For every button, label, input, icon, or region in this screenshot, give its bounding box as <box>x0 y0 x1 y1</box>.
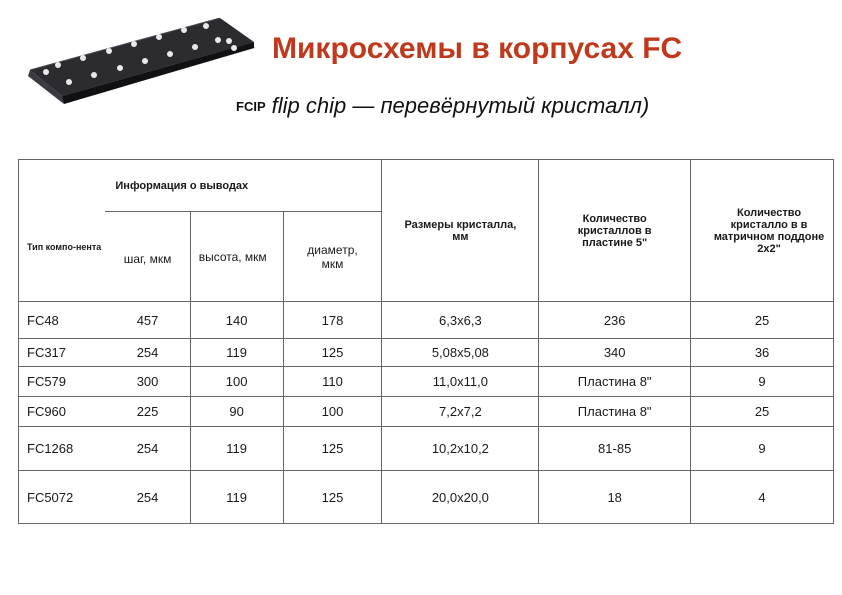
cell-per-tray: 9 <box>691 427 834 471</box>
cell-pitch: 254 <box>105 471 190 524</box>
table-row <box>19 367 834 397</box>
header-type: Тип компо-нента <box>27 242 102 252</box>
subtitle-abbreviation: FCIP <box>236 99 266 114</box>
cell-type: FC1268 <box>19 427 106 471</box>
cell-per-wafer: 81-85 <box>539 427 691 471</box>
cell-per-wafer: 340 <box>539 339 691 367</box>
cell-type: FC317 <box>19 339 106 367</box>
cell-per-wafer: 236 <box>539 302 691 339</box>
cell-height: 100 <box>190 367 283 397</box>
cell-height: 119 <box>190 427 283 471</box>
cell-type: FC48 <box>19 302 106 339</box>
cell-diameter: 110 <box>283 367 382 397</box>
fc-package-table <box>18 159 834 524</box>
header-per-tray: Количество кристалло в в матричном поддоне 2x2" <box>691 160 834 302</box>
cell-size: 5,08x5,08 <box>382 339 539 367</box>
cell-per-tray: 25 <box>691 302 834 339</box>
cell-pitch: 457 <box>105 302 190 339</box>
header-pins-group: Информация о выводах <box>105 160 382 212</box>
cell-type: FC579 <box>19 367 106 397</box>
table-row <box>19 302 834 339</box>
cell-per-tray: 25 <box>691 397 834 427</box>
cell-height: 119 <box>190 339 283 367</box>
page-subtitle <box>236 93 649 119</box>
cell-diameter: 125 <box>283 427 382 471</box>
cell-diameter: 125 <box>283 339 382 367</box>
cell-per-wafer: Пластина 8" <box>539 367 691 397</box>
cell-pitch: 254 <box>105 427 190 471</box>
cell-height: 140 <box>190 302 283 339</box>
cell-per-tray: 9 <box>691 367 834 397</box>
cell-per-wafer: 18 <box>539 471 691 524</box>
cell-size: 20,0x20,0 <box>382 471 539 524</box>
cell-size: 7,2x7,2 <box>382 397 539 427</box>
table-body <box>19 302 834 524</box>
header-pitch: шаг, мкм <box>105 212 190 302</box>
flip-chip-image <box>20 18 260 104</box>
cell-diameter: 100 <box>283 397 382 427</box>
header-diameter: диаметр, мкм <box>283 212 382 302</box>
table-row <box>19 471 834 524</box>
header-per-wafer: Количество кристаллов в пластине 5" <box>539 160 691 302</box>
table-row <box>19 339 834 367</box>
cell-type: FC5072 <box>19 471 106 524</box>
cell-diameter: 125 <box>283 471 382 524</box>
cell-size: 6,3x6,3 <box>382 302 539 339</box>
table-row <box>19 427 834 471</box>
page-title: Микросхемы в корпусах FC <box>272 32 683 65</box>
cell-diameter: 178 <box>283 302 382 339</box>
cell-per-wafer: Пластина 8" <box>539 397 691 427</box>
header-height: высота, мкм <box>190 212 283 302</box>
header-type-cell <box>19 160 106 302</box>
cell-pitch: 254 <box>105 339 190 367</box>
cell-height: 119 <box>190 471 283 524</box>
cell-height: 90 <box>190 397 283 427</box>
table-row <box>19 397 834 427</box>
cell-per-tray: 4 <box>691 471 834 524</box>
header-crystal-size: Размеры кристалла, мм <box>382 160 539 302</box>
cell-per-tray: 36 <box>691 339 834 367</box>
cell-type: FC960 <box>19 397 106 427</box>
cell-pitch: 300 <box>105 367 190 397</box>
cell-pitch: 225 <box>105 397 190 427</box>
cell-size: 11,0x11,0 <box>382 367 539 397</box>
cell-size: 10,2x10,2 <box>382 427 539 471</box>
subtitle-description: flip chip — перевёрнутый кристалл) <box>271 93 650 118</box>
